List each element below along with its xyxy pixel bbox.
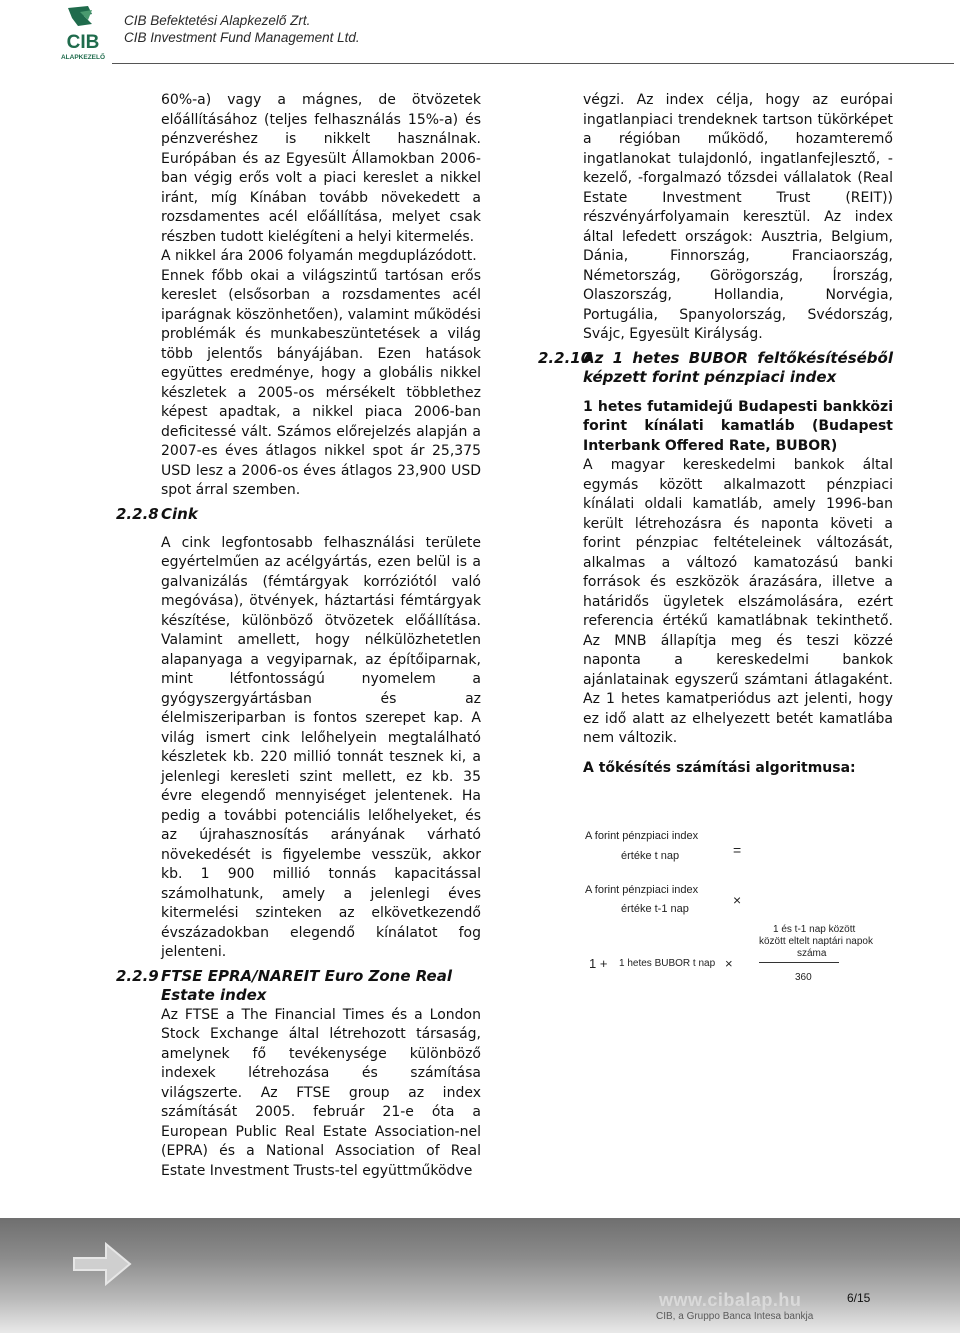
footer-website: www.cibalap.hu bbox=[659, 1290, 802, 1310]
formula-lhs-line1: A forint pénzpiaci index bbox=[585, 830, 699, 842]
page-number: 6/15 bbox=[847, 1291, 871, 1305]
left-column bbox=[116, 91, 481, 1181]
formula-lhs-line2: értéke t nap bbox=[621, 850, 680, 862]
cib-logo-icon bbox=[58, 4, 108, 62]
nickel-paragraph-1: 60%-a) vagy a mágnes, de ötvözetek előállításához (teljes felhasználás 15%-a) és pénzveréshez is nikkelt használnak. Európában és az Egyesült Államokban 2006-ban végig erős volt a piaci kereslet a nikkel iránt, míg Kínában tovább növekedett a rozsdamentes acél előállítása, melyet csak részben tudott kielégíteni a helyi kitermelés. bbox=[161, 92, 481, 245]
formula-days-line2: között eltelt naptári napok bbox=[759, 936, 873, 947]
company-name-hu: CIB Befektetési Alapkezelő Zrt. bbox=[124, 13, 311, 28]
formula-times: × bbox=[733, 892, 742, 908]
zinc-paragraph: A cink legfontosabb felhasználási területe egyértelműen az acélgyártás, ezen belül is a galvanizálás (fémtárgyak korróziótól való megóvása), ötvények, háztartási fémtárgyak készítése, különböző ötvözetek előállítása. Valamint amellett, hogy nélkülözhetetlen alapanyaga a vegyiparnak, az építőiparnak, mint létfontosságú nyomelem a gyógyszergyártásban és az élelmiszeriparban is fontos szerepet kap. A világ ismert cink lelőhelyein megtalálható készletek kb. 220 millió tonnát tesznek ki, a jelenlegi keresleti szint mellett, ez kb. 35 évre elegendő mennyiséget jelentenek. Ha pedig a további potenciális lelőhelyeket, és az újrahasznosítás arányának várható növekedését is figyelembe vesszük, akkor kb. 1 900 millió tonnás kapacitással számolhatunk, amely a jelenlegi éves kitermelési szinteken az elkövetkezendő évszázadokban elegendő kínálatot fog jelenteni. bbox=[161, 534, 481, 960]
nickel-price-sentence: A nikkel ára 2006 folyamán megduplázódott. bbox=[161, 248, 477, 264]
formula-one-plus: 1 + bbox=[589, 956, 608, 971]
formula-days-line1: 1 és t-1 nap között bbox=[773, 924, 856, 935]
section-number: 2.2.8 bbox=[116, 504, 159, 523]
section-title: FTSE EPRA/NAREIT Euro Zone Real Estate index bbox=[161, 966, 452, 1004]
header-divider bbox=[112, 63, 954, 64]
formula-denominator: 360 bbox=[795, 972, 812, 983]
page-header bbox=[0, 0, 960, 66]
formula-prev-line2: értéke t-1 nap bbox=[621, 903, 689, 915]
formula-prev-line1: A forint pénzpiaci index bbox=[585, 884, 699, 896]
bubor-definition-heading: 1 hetes futamidejű Budapesti bankközi forint kínálati kamatláb (Budapest Interbank Offered Rate, BUBOR) bbox=[583, 398, 893, 454]
company-name-en: CIB Investment Fund Management Ltd. bbox=[124, 30, 360, 45]
section-heading-bubor bbox=[538, 348, 893, 388]
section-heading-ftse bbox=[116, 966, 481, 1006]
ftse-paragraph: Az FTSE a The Financial Times és a London Stock Exchange által létrehozott társaság, amelynek fő tevékenysége különböző indexek létrehozása és számítása világszerte. Az FTSE group az index számítását 2005. február 21-e óta a European Public Real Estate Association-nel (EPRA) és a National Association of Real Estate Investment Trusts-tel együttműködve bbox=[161, 1006, 481, 1179]
algorithm-heading: A tőkésítés számítási algoritmusa: bbox=[583, 759, 856, 776]
ftse-paragraph-continued: végzi. Az index célja, hogy az európai ingatlanpiaci trendeknek tartson tükörképet a régióban működő, hozamteremő ingatlanokat tulajdonló, ingatlanfejlesztő, -kezelő, -forgalmazó tőzsdei vállalatok (Real Estate Investment Trust (REIT)) részvényárfolyamain keresztül. Az index által lefedett országok: Ausztria, Belgium, Dánia, Finnország, Franciaország, Németország, Görögország, Írország, Olaszország, Hollandia, Norvégia, Portugália, Spanyolország, Svédország, Svájc, Egyesült Királyság. bbox=[583, 92, 893, 342]
formula-equals: = bbox=[733, 842, 742, 858]
section-title: Az 1 hetes BUBOR feltőkésítéséből képzett forint pénzpiaci index bbox=[583, 348, 893, 386]
section-title: Cink bbox=[161, 504, 198, 523]
section-number: 2.2.10 bbox=[538, 348, 592, 367]
footer-tagline: CIB, a Gruppo Banca Intesa bankja bbox=[656, 1311, 814, 1322]
page-footer bbox=[0, 1218, 960, 1333]
logo-text: CIB bbox=[66, 32, 100, 53]
nickel-paragraph-2: Ennek főbb okai a világszintű tartósan erős kereslet (elsősorban a rozsdamentes acél iparágnak köszönhetően), valamint működési problémák és munkabeszüntetések a világ több jelentős bányájában. Ezen hatások együttes eredménye, hogy a globális nikkel készletek a 2005-os mérsékelt többlethez képest apadtak, a nikkel piaca 2006-ban deficitessé vált. Számos előrejelzés alapján a 2007-es éves átlagos nikkel spot ár 25,375 USD lesz a 2006-os éves átlagos 23,900 USD spot árral szemben. bbox=[161, 267, 481, 498]
bubor-paragraph: A magyar kereskedelmi bankok által egymás között alkalmazott pénzpiaci kínálati oldali kamatláb, amely 1996-ban került létrehozásra és naponta követi a forint pénzpiac feltételeinek változását, alkalmas a változó kamatozású banki források és eszközök árazására, illetve a határidős ügyletek elszámolására, ezért referencia értékű kamatlábnak tekinthető. Az MNB állapítja meg és teszi közzé naponta a kereskedelmi bankok ajánlatainak egyszerű számtani átlagaként. Az 1 hetes kamatperiódus azt jelenti, hogy ez idő alatt az elhelyezett betét kamatlába nem változik. bbox=[583, 457, 893, 746]
formula-times-2: × bbox=[725, 956, 733, 971]
formula-days-line3: száma bbox=[797, 948, 827, 959]
arrow-right-icon bbox=[70, 1238, 134, 1290]
formula-fraction-bar bbox=[759, 962, 839, 963]
right-column bbox=[538, 91, 893, 778]
section-number: 2.2.9 bbox=[116, 966, 159, 985]
capitalization-formula bbox=[583, 826, 873, 996]
company-name bbox=[124, 12, 360, 46]
logo-subtext: ALAPKEZELŐ bbox=[60, 54, 106, 61]
formula-bubor: 1 hetes BUBOR t nap bbox=[619, 958, 716, 969]
section-heading-zinc bbox=[116, 504, 481, 528]
